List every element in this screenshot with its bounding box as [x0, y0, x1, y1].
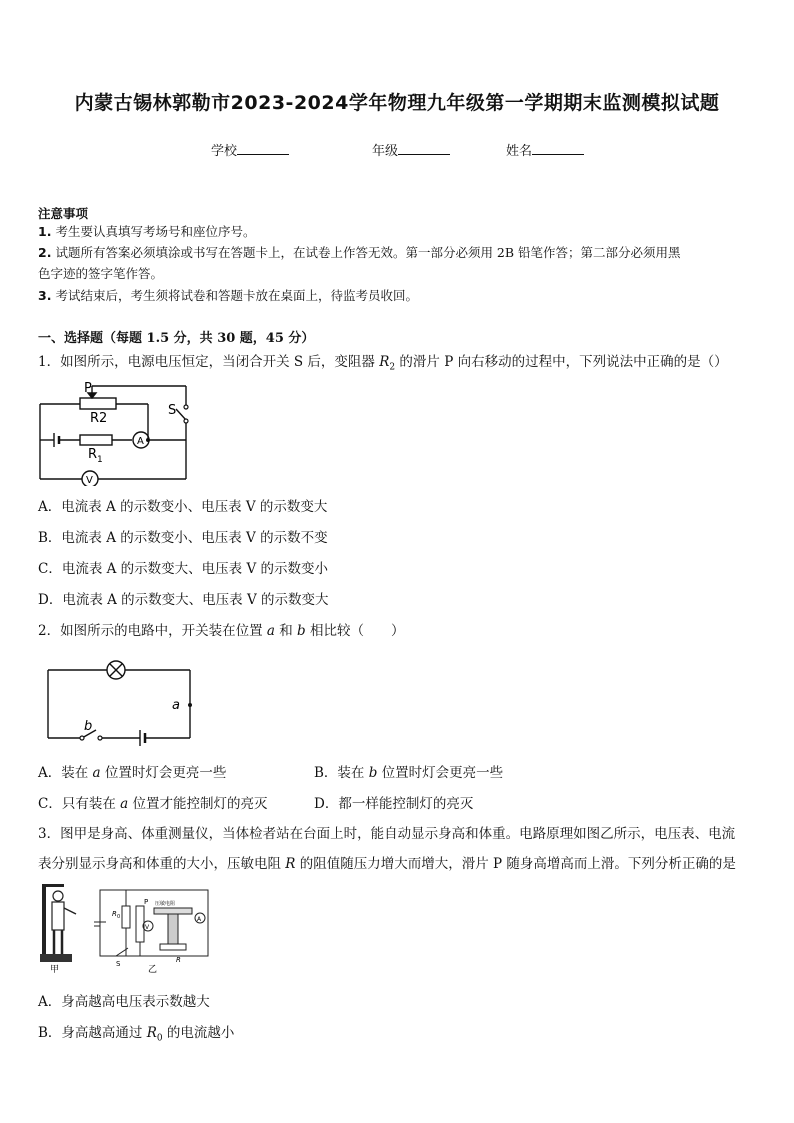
note-2-text: 试题所有答案必须填涂或书写在答题卡上，在试卷上作答无效。第一部分必须用 2B 铅笔作答；第二部分必须用黑 [55, 245, 681, 260]
q1-ammeter-label: A [137, 436, 144, 447]
name-blank[interactable] [532, 142, 584, 155]
q3-label-r0: R [112, 910, 117, 918]
q1-var-sub: 2 [389, 362, 396, 373]
q2-var-b: b [297, 623, 306, 639]
q1-label-r2: R2 [90, 411, 108, 426]
grade-label: 年级 [372, 144, 399, 159]
q3-figures [36, 882, 216, 974]
note-1-text: 考生要认真填写考场号和座位序号。 [55, 224, 256, 239]
q3-option-b-text2: 的电流越小 [162, 1025, 235, 1041]
question-1-stem [38, 351, 728, 379]
q3-label-p: P [144, 898, 149, 906]
name-label: 姓名 [506, 144, 533, 159]
question-2-stem [38, 620, 405, 642]
q1-label-s: S [168, 403, 177, 418]
q3-label-jia: 甲 [50, 965, 60, 974]
q2-option-d[interactable]: D．都一样能控制灯的亮灭 [314, 796, 474, 812]
q3-text-a: 表分别显示身高和体重的大小，压敏电阻 [38, 856, 286, 872]
q2-label-a: a [172, 698, 180, 713]
notes-heading: 注意事项 [38, 206, 89, 221]
note-2-line1 [38, 242, 681, 263]
q3-label-plate: 压敏电阻 [155, 901, 176, 907]
q3-label-yi: 乙 [148, 965, 158, 974]
q2-option-b[interactable] [314, 761, 503, 781]
q2-option-c-text1: C．只有装在 [38, 796, 121, 812]
q3-option-a[interactable]: A．身高越高电压表示数越大 [38, 994, 210, 1010]
note-1 [38, 221, 255, 242]
school-label: 学校 [211, 144, 238, 159]
note-1-number: 1. [38, 224, 52, 239]
q2-option-a-var: a [92, 765, 101, 781]
school-field [211, 140, 289, 159]
q1-option-c[interactable]: C．电流表 A 的示数变大、电压表 V 的示数变小 [38, 561, 328, 577]
q2-option-c[interactable] [38, 792, 267, 812]
q2-option-a[interactable] [38, 761, 226, 781]
q3-label-r: R [176, 956, 181, 964]
q1-text-a: 1．如图所示，电源电压恒定，当闭合开关 S 后，变阻器 [38, 354, 380, 370]
q3-option-b[interactable] [38, 1021, 234, 1044]
q1-option-d[interactable]: D．电流表 A 的示数变大、电压表 V 的示数变大 [38, 592, 329, 608]
note-3-number: 3. [38, 288, 52, 303]
grade-field [372, 140, 450, 159]
note-3-text: 考试结束后，考生须将试卷和答题卡放在桌面上，待监考员收回。 [55, 288, 418, 303]
q2-var-a: a [266, 623, 275, 639]
q2-text-c: 相比较（ ） [305, 623, 405, 639]
q2-option-b-text2: 位置时灯会更亮一些 [377, 765, 504, 781]
q2-option-b-var: b [368, 765, 378, 781]
q2-option-a-text1: A．装在 [38, 765, 93, 781]
name-field [506, 140, 584, 159]
q2-option-c-var: a [120, 796, 129, 812]
q3-label-r0-sub: 0 [117, 914, 121, 920]
note-2-number: 2. [38, 245, 52, 260]
q3-voltmeter-label: V [145, 924, 150, 931]
q2-option-a-text2: 位置时灯会更亮一些 [100, 765, 227, 781]
q3-var-r: R [285, 856, 296, 872]
q3-ammeter-label: A [197, 916, 202, 923]
q3-option-b-var: R [146, 1025, 157, 1041]
note-3 [38, 285, 418, 306]
q3-figure-jia [40, 884, 76, 974]
q1-var-r: R [379, 354, 390, 370]
q3-label-s: S [116, 960, 121, 968]
note-2-line2: 色字迹的签字笔作答。 [38, 266, 164, 281]
section-heading: 一、选择题（每题 1.5 分，共 30 题，45 分） [38, 331, 315, 346]
q2-option-b-text1: B．装在 [314, 765, 369, 781]
q3-text-b: 的阻值随压力增大而增大，滑片 P 随身高增高而上滑。下列分析正确的是 [295, 856, 736, 872]
question-3-line1: 3．图甲是身高、体重测量仪，当体检者站在台面上时，能自动显示身高和体重。电路原理如图乙所示，电压表、电流 [38, 826, 736, 842]
q2-text-a: 2．如图所示的电路中，开关装在位置 [38, 623, 267, 639]
q2-label-b: b [84, 719, 93, 734]
q1-option-a[interactable]: A．电流表 A 的示数变小、电压表 V 的示数变大 [38, 499, 328, 515]
q1-label-p: P [84, 381, 92, 396]
question-3-line2 [38, 853, 736, 875]
q1-label-r1: R [88, 447, 98, 462]
q2-option-c-text2: 位置才能控制灯的亮灭 [128, 796, 268, 812]
q2-circuit-diagram [44, 658, 200, 750]
q1-option-b[interactable]: B．电流表 A 的示数变小、电压表 V 的示数不变 [38, 530, 328, 546]
q1-circuit-diagram [36, 378, 196, 486]
q1-voltmeter-label: V [86, 475, 93, 486]
school-blank[interactable] [237, 142, 289, 155]
page-title: 内蒙古锡林郭勒市2023-2024学年物理九年级第一学期期末监测模拟试题 [74, 92, 720, 114]
grade-blank[interactable] [398, 142, 450, 155]
q1-label-r1-sub: 1 [97, 455, 103, 465]
q2-text-b: 和 [274, 623, 298, 639]
q3-option-b-text1: B．身高越高通过 [38, 1025, 147, 1041]
q3-option-b-sub: 0 [156, 1033, 163, 1044]
q1-text-b: 的滑片 P 向右移动的过程中，下列说法中正确的是（） [395, 354, 728, 370]
